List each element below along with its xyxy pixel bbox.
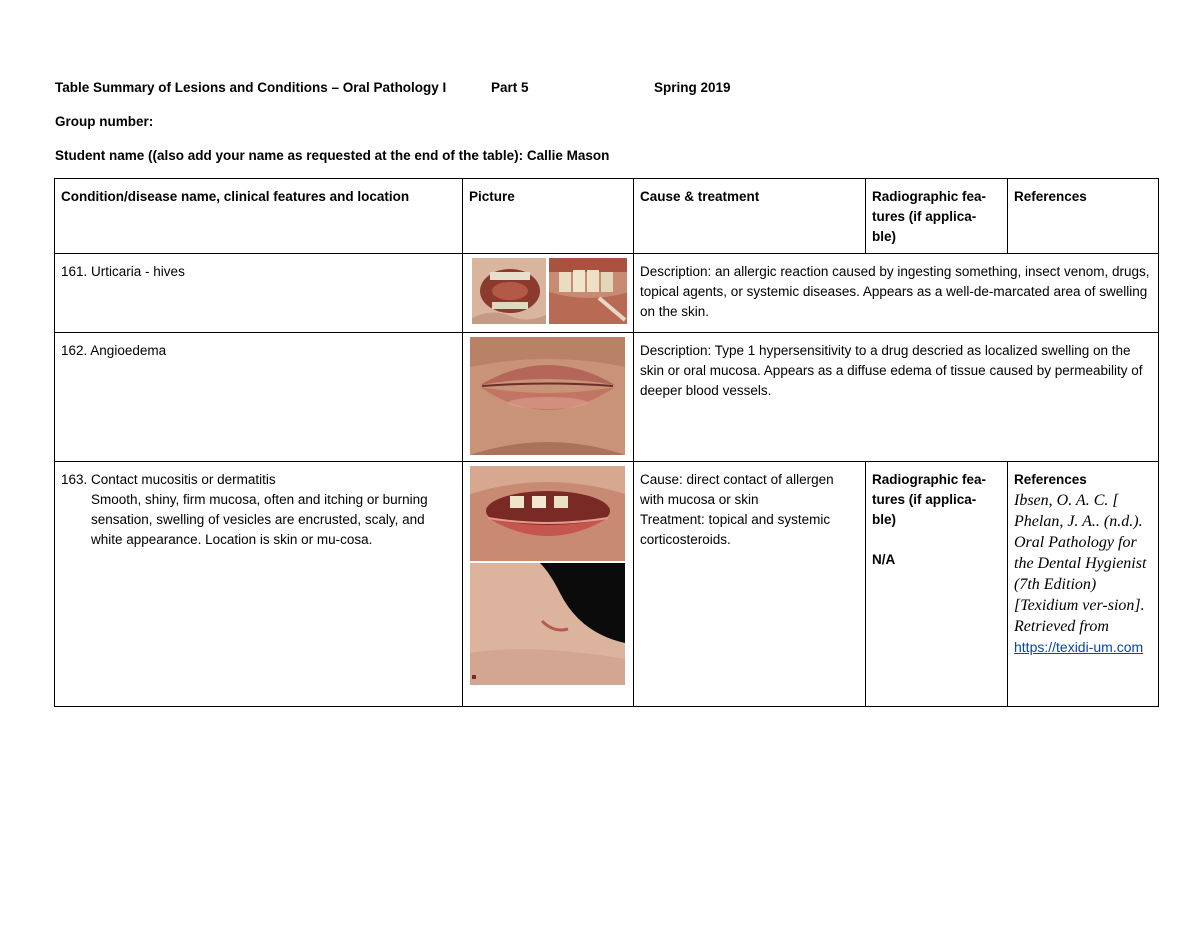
term-label: Spring 2019 [654, 80, 731, 95]
picture-cell [463, 462, 634, 707]
condition-name: Angioedema [90, 343, 167, 358]
column-header-radiographic: Radiographic fea- tures (if applica- ble) [866, 179, 1008, 254]
clinical-features: Smooth, shiny, firm mucosa, often and itching or burning sensation, swelling of vesicles are encrusted, scaly, and white appearance. Location is skin or mu-cosa. [91, 492, 428, 547]
angioedema-lips-photo [470, 337, 625, 455]
contact-dermatitis-skin-photo [470, 563, 625, 685]
column-header-picture: Picture [463, 179, 634, 254]
table-header-row [55, 179, 1159, 254]
column-header-cause: Cause & treatment [634, 179, 866, 254]
picture-cell [463, 254, 634, 333]
lesions-table [54, 178, 1159, 707]
references-heading: References [1014, 472, 1087, 487]
references-cell [1008, 462, 1159, 707]
cause-text: Cause: direct contact of allergen with mucosa or skin [640, 472, 834, 507]
radiographic-value: N/A [872, 552, 896, 567]
table-row [55, 333, 1159, 462]
radiographic-heading: Radiographic fea- tures (if applica- ble) [872, 472, 987, 527]
condition-name: Contact mucositis or dermatitis [91, 472, 276, 487]
condition-number: 162. [61, 343, 88, 358]
table-row [55, 462, 1159, 707]
description-cell: Description: an allergic reaction caused by ingesting something, insect venom, drugs, topical agents, or systemic diseases. Appears as a well-de-marcated area of swelling on the skin. [634, 254, 1159, 333]
column-header-references: References [1008, 179, 1159, 254]
condition-cell [55, 254, 463, 333]
column-header-condition: Condition/disease name, clinical features and location [55, 179, 463, 254]
document-title: Table Summary of Lesions and Conditions – Oral Pathology I [55, 80, 447, 95]
picture-cell [463, 333, 634, 462]
reference-text: Ibsen, O. A. C. [ Phelan, J. A.. (n.d.). Oral Pathology for the Dental Hygienist (7th Edition) [Texidium ver-sion]. Retrieved from [1014, 492, 1147, 635]
contact-mucositis-lips-photo [470, 466, 625, 561]
group-number-label: Group number: [55, 114, 154, 129]
urticaria-mouth-photo [472, 258, 546, 324]
urticaria-teeth-photo [549, 258, 627, 324]
condition-number: 163. [61, 472, 88, 487]
document-title-line [55, 80, 731, 95]
cause-treatment-cell [634, 462, 866, 707]
condition-name: Urticaria - hives [91, 264, 185, 279]
condition-cell [55, 462, 463, 707]
description-cell: Description: Type 1 hypersensitivity to a drug descried as localized swelling on the skin or oral mucosa. Appears as a diffuse edema of tissue caused by permeability of deeper blood vessels. [634, 333, 1159, 462]
student-name-label: Student name ((also add your name as requested at the end of the table): Callie Mason [55, 148, 610, 163]
part-label: Part 5 [491, 80, 529, 95]
table-row [55, 254, 1159, 333]
reference-citation [1014, 490, 1152, 658]
radiographic-cell [866, 462, 1008, 707]
condition-cell [55, 333, 463, 462]
treatment-text: Treatment: topical and systemic corticosteroids. [640, 512, 831, 547]
condition-number: 161. [61, 264, 88, 279]
reference-link[interactable]: https://texidi-um.com [1014, 639, 1144, 655]
